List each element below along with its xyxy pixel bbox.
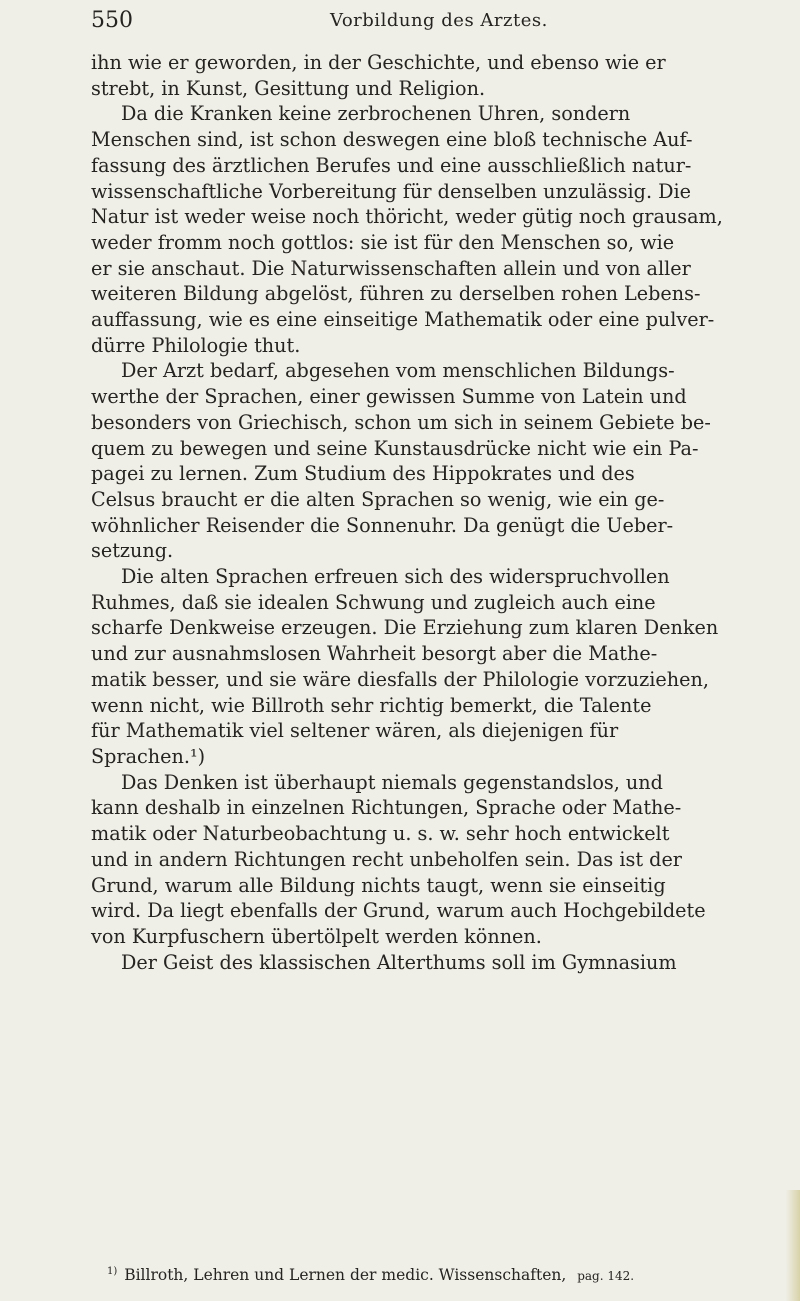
- paragraph: Der Geist des klassischen Alterthums soll im Gymnasium: [121, 950, 677, 974]
- footnote-text: Billroth, Lehren und Lernen der medic. Wissenschaften,: [124, 1266, 567, 1285]
- page-edge-stain: [786, 1190, 800, 1301]
- paragraph: Das Denken ist überhaupt niemals gegenstandslos, und kann deshalb in einzelnen Richtungen, Sprache oder Mathe- matik oder Naturbeobachtung u. s. w. sehr hoch entwickelt und in andern Richtungen recht unbeholfen sein. Das ist der Grund, warum alle Bildung nichts taugt, wenn sie einseitig wird. Da liegt ebenfalls der Grund, warum auch Hochgebildete von Kurpfuschern übertölpelt werden können.: [91, 770, 706, 948]
- footnote-page-reference: pag. 142.: [577, 1269, 635, 1284]
- footnote: [91, 1262, 771, 1286]
- paragraph: Da die Kranken keine zerbrochenen Uhren, sondern Menschen sind, ist schon deswegen eine bloß technische Auf- fassung des ärztlichen Berufes und eine ausschließlich natur- wissenschaftliche Vorbereitung für denselben unzulässig. Die Natur ist weder weise noch thöricht, weder gütig noch grausam, weder fromm noch gottlos: sie ist für den Menschen so, wie er sie anschaut. Die Naturwissenschaften allein und von aller weiteren Bildung abgelöst, führen zu derselben rohen Lebens- auffassung, wie es eine einseitige Mathematik oder eine pulver- dürre Philologie thut.: [91, 102, 723, 357]
- paragraph: Der Arzt bedarf, abgesehen vom menschlichen Bildungs- werthe der Sprachen, einer gewissen Summe von Latein und besonders von Griechisch, schon um sich in seinem Gebiete be- quem zu bewegen und seine Kunstausdrücke nicht wie ein Pa- pagei zu lernen. Zum Studium des Hippokrates und des Celsus braucht er die alten Sprachen so wenig, wie ein ge- wöhnlicher Reisender die Sonnenuhr. Da genügt die Ueber- setzung.: [91, 359, 711, 563]
- paragraph: Die alten Sprachen erfreuen sich des widerspruchvollen Ruhmes, daß sie idealen Schwung und zugleich auch eine scharfe Denkweise erzeugen. Die Erziehung zum klaren Denken und zur ausnahmslosen Wahrheit besorgt aber die Mathe- matik besser, und sie wäre diesfalls der Philologie vorzuziehen, wenn nicht, wie Billroth sehr richtig bemerkt, die Talente für Mathematik viel seltener wären, als diejenigen für Sprachen.¹): [91, 565, 719, 768]
- footnote-marker: 1): [107, 1266, 118, 1277]
- page-number: 550: [91, 8, 133, 33]
- body-text: [91, 50, 767, 975]
- paragraph: ihn wie er geworden, in der Geschichte, und ebenso wie er strebt, in Kunst, Gesittung und Religion.: [91, 51, 666, 100]
- running-title: Vorbildung des Arztes.: [330, 10, 548, 31]
